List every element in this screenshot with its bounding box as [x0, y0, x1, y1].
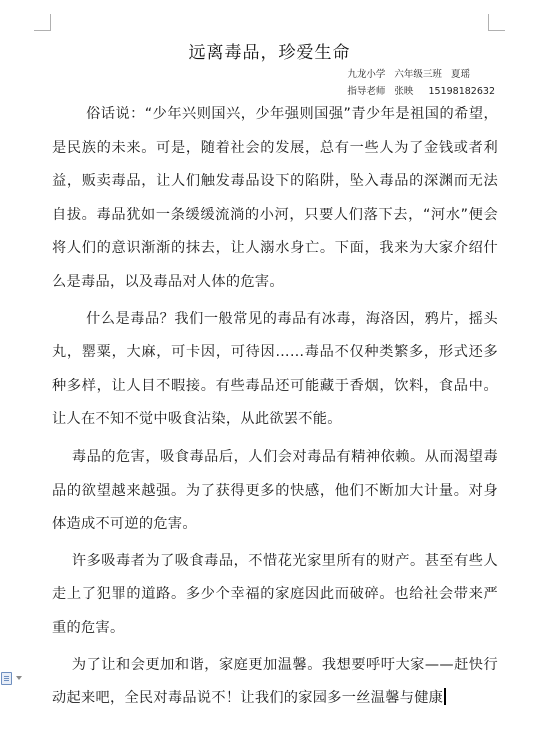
paragraph-5[interactable]	[52, 649, 498, 716]
paragraph-4[interactable]: 许多吸毒者为了吸食毒品，不惜花光家里所有的财产。甚至有些人走上了犯罪的道路。多少个幸福的家庭因此而破碎。也给社会带来严重的危害。	[52, 552, 498, 636]
document-icon	[1, 672, 12, 685]
author-block	[347, 66, 495, 100]
paragraph-5-text[interactable]: 为了让和会更加和谐，家庭更加温馨。我想要呼吁大家——赶快行动起来吧，全民对毒品说不！让我们的家园多一丝温馨与健康	[52, 656, 498, 707]
paragraph-options-button[interactable]	[1, 671, 27, 685]
chevron-down-icon	[16, 676, 22, 680]
document-title[interactable]: 远离毒品，珍爱生命	[188, 43, 351, 63]
paragraph-3[interactable]: 毒品的危害，吸食毒品后，人们会对毒品有精神依赖。从而渴望毒品的欲望越来越强。为了获得更多的快感，他们不断加大计量。对身体造成不可逆的危害。	[52, 448, 498, 533]
crop-mark-top-right	[488, 14, 505, 31]
crop-mark-top-left	[34, 14, 51, 31]
paragraph-2[interactable]: 什么是毒品？我们一般常见的毒品有冰毒，海洛因，鸦片，摇头丸，罂粟，大麻，可卡因，可待因……毒品不仅种类繁多，形式还多种多样，让人目不暇接。有些毒品还可能藏于香烟，饮料，食品中。让人在不知不觉中吸食沾染，从此欲罢不能。	[52, 310, 498, 428]
teacher-line[interactable]: 指导老师 张映 15198182632	[347, 86, 495, 97]
author-line[interactable]: 九龙小学 六年级三班 夏瑶	[347, 69, 470, 80]
paragraph-1[interactable]: 俗话说：“少年兴则国兴，少年强则国强”青少年是祖国的希望，是民族的未来。可是，随着社会的发展，总有一些人为了金钱或者利益，贩卖毒品，让人们触发毒品设下的陷阱，坠入毒品的深渊而无法自拔。毒品犹如一条缓缓流淌的小河，只要人们落下去，“河水”便会将人们的意识渐渐的抹去，让人溺水身亡。下面，我来为大家介绍什么是毒品，以及毒品对人体的危害。	[52, 106, 498, 290]
text-cursor	[444, 688, 446, 705]
document-body[interactable]	[52, 98, 498, 716]
